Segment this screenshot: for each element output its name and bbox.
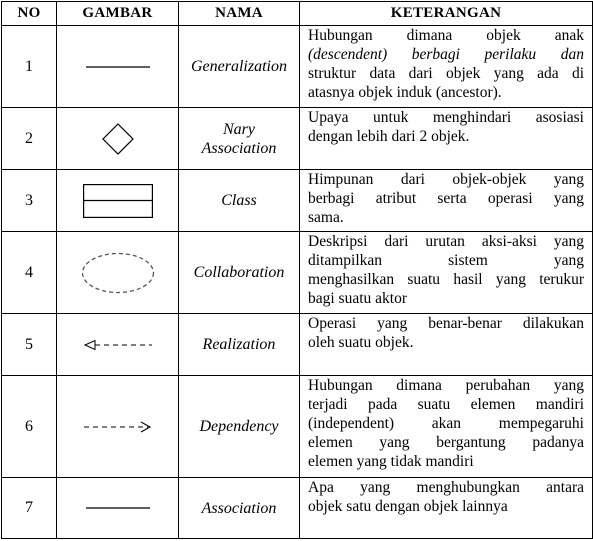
- solid-line-icon: [86, 64, 150, 70]
- symbol-name: [179, 314, 300, 376]
- symbol-description: [300, 376, 593, 478]
- desc-line: Operasi yang benar-benar dilakukan: [308, 315, 584, 332]
- desc-line: Deskripsi dari urutan aksi-aksi yang: [308, 233, 584, 250]
- table-row: [2, 478, 593, 539]
- desc-line: objek satu dengan objek lainnya: [308, 498, 508, 515]
- desc-line: struktur data dari objek yang ada di: [308, 65, 584, 82]
- desc-line: terjadi pada suatu elemen mandiri: [308, 396, 584, 413]
- desc-line: oleh suatu objek.: [308, 334, 414, 351]
- symbol-description: [300, 108, 593, 170]
- row-number: 4: [2, 232, 57, 314]
- desc-line: (independent) akan mempegaruhi: [308, 415, 584, 432]
- table-row: [2, 314, 593, 376]
- symbol-cell: [57, 314, 179, 376]
- row-number: 5: [2, 314, 57, 376]
- symbol-name: [179, 108, 300, 170]
- desc-line: dengan lebih dari 2 objek.: [308, 128, 470, 145]
- symbol-name: [179, 232, 300, 314]
- desc-line: sama.: [308, 209, 344, 226]
- table-row: [2, 232, 593, 314]
- desc-line: atasnya objek induk (ancestor).: [308, 84, 502, 101]
- symbol-name: [179, 478, 300, 539]
- name-line: Generalization: [191, 58, 287, 75]
- dashed-ellipse-icon: [81, 252, 155, 294]
- symbol-cell: [57, 232, 179, 314]
- symbol-description: [300, 26, 593, 108]
- symbol-cell: [57, 376, 179, 478]
- symbol-name: [179, 376, 300, 478]
- desc-line: (descendent) berbagi perilaku dan: [308, 46, 584, 63]
- desc-line: Upaya untuk menghindari asosiasi: [308, 109, 584, 126]
- row-number: 3: [2, 170, 57, 232]
- row-number: 6: [2, 376, 57, 478]
- symbol-name: [179, 26, 300, 108]
- table-row: [2, 170, 593, 232]
- desc-line: bagi suatu aktor: [308, 290, 408, 307]
- diamond-icon: [102, 123, 134, 155]
- header-keterangan: KETERANGAN: [300, 2, 593, 26]
- header-gambar: GAMBAR: [57, 2, 179, 26]
- solid-line-icon: [86, 505, 150, 511]
- desc-line: Hubungan dimana objek anak: [308, 27, 584, 44]
- name-line: Dependency: [199, 418, 279, 435]
- header-row: [2, 2, 593, 26]
- symbol-description: [300, 478, 593, 539]
- name-line: Realization: [202, 336, 276, 353]
- symbol-name: [179, 170, 300, 232]
- desc-line: menghasilkan suatu hasil yang terukur: [308, 271, 584, 288]
- symbol-cell: [57, 26, 179, 108]
- symbol-description: [300, 314, 593, 376]
- desc-line: elemen yang bergantung padanya: [308, 434, 584, 451]
- dashed-open-triangle-arrow-icon: [84, 339, 152, 351]
- table-row: [2, 376, 593, 478]
- desc-line: Hubungan dimana perubahan yang: [308, 377, 584, 394]
- desc-line: ditampilkan sistem yang: [308, 252, 584, 269]
- name-line: Nary: [223, 120, 255, 138]
- symbol-description: [300, 170, 593, 232]
- dashed-arrow-icon: [84, 421, 152, 433]
- class-box-icon: [83, 184, 153, 218]
- table-row: [2, 26, 593, 108]
- symbol-cell: [57, 108, 179, 170]
- name-line: Class: [221, 192, 257, 209]
- name-line: Association: [201, 139, 277, 157]
- header-nama: NAMA: [179, 2, 300, 26]
- header-no: NO: [2, 2, 57, 26]
- desc-line: Apa yang menghubungkan antara: [308, 479, 584, 496]
- row-number: 2: [2, 108, 57, 170]
- name-line: Collaboration: [193, 264, 285, 281]
- row-number: 7: [2, 478, 57, 539]
- desc-line: Himpunan dari objek-objek yang: [308, 171, 584, 188]
- symbol-cell: [57, 170, 179, 232]
- row-number: 1: [2, 26, 57, 108]
- symbol-cell: [57, 478, 179, 539]
- table-row: [2, 108, 593, 170]
- desc-line: elemen yang tidak mandiri: [308, 453, 474, 470]
- desc-line: berbagi atribut serta operasi yang: [308, 190, 584, 207]
- name-line: Association: [201, 499, 277, 517]
- symbol-description: [300, 232, 593, 314]
- uml-symbol-table: [1, 1, 593, 539]
